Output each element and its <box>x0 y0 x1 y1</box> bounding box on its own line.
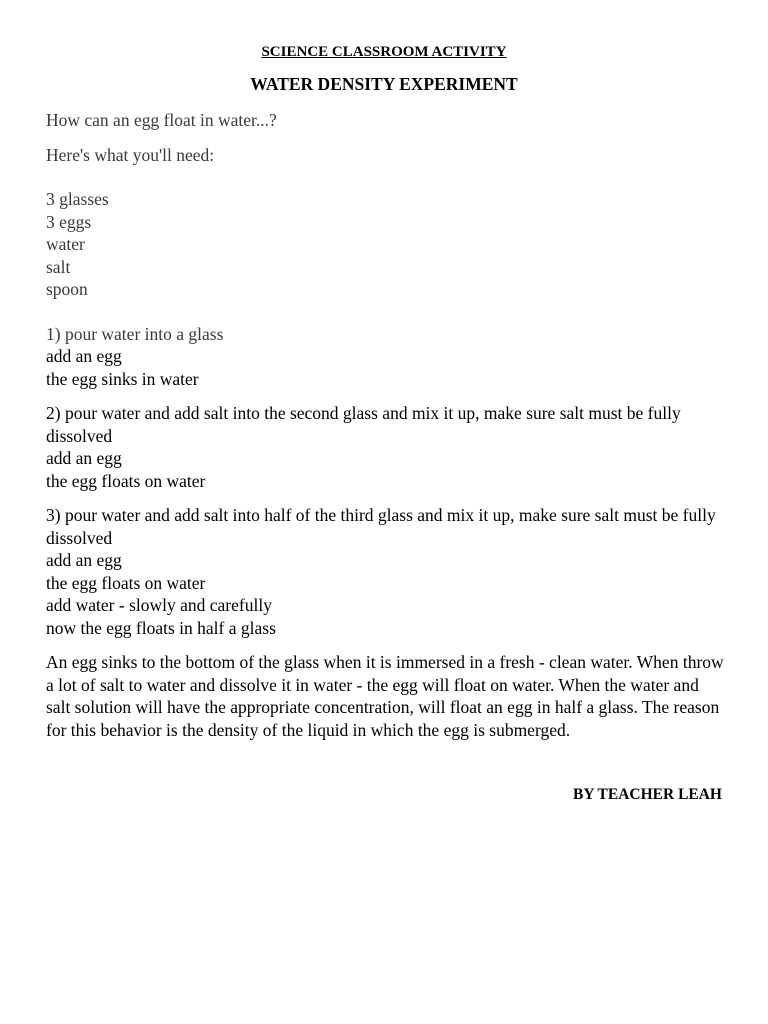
step-1 <box>46 323 726 391</box>
step-line: 3) pour water and add salt into half of the third glass and mix it up, make sure salt must be fully dissolved <box>46 505 716 548</box>
step-line: add an egg <box>46 448 122 468</box>
step-line: the egg floats on water <box>46 572 206 593</box>
step-line: 2) pour water and add salt into the second glass and mix it up, make sure salt must be fully dissolved <box>46 403 681 446</box>
step-line: the egg sinks in water <box>46 368 199 389</box>
material-item: 3 eggs <box>46 211 92 232</box>
step-3 <box>46 504 726 639</box>
materials-list <box>46 188 726 301</box>
activity-title: SCIENCE CLASSROOM ACTIVITY <box>261 44 507 60</box>
material-item: salt <box>46 256 71 277</box>
step-line: add an egg <box>46 346 122 366</box>
material-item: 3 glasses <box>46 189 109 209</box>
step-line: add water - slowly and carefully <box>46 595 272 615</box>
needs-label: Here's what you'll need: <box>46 144 215 165</box>
experiment-title: WATER DENSITY EXPERIMENT <box>250 74 518 94</box>
step-line: add an egg <box>46 550 122 570</box>
author-signature: BY TEACHER LEAH <box>572 786 722 803</box>
step-line: now the egg floats in half a glass <box>46 617 276 638</box>
explanation-paragraph: An egg sinks to the bottom of the glass when it is immersed in a fresh - clean water. When throw a lot of salt to water and dissolve it in water - the egg will float on water. When the water and salt solution will have the appropriate concentration, will float an egg in half a glass. The reason for this behavior is the density of the liquid in which the egg is submerged. <box>46 652 724 740</box>
step-line: the egg floats on water <box>46 470 206 491</box>
step-2 <box>46 402 726 492</box>
intro-question: How can an egg float in water...? <box>46 110 277 130</box>
step-line: 1) pour water into a glass <box>46 323 224 344</box>
material-item: spoon <box>46 279 88 299</box>
material-item: water <box>46 234 85 254</box>
document-body <box>46 109 726 741</box>
